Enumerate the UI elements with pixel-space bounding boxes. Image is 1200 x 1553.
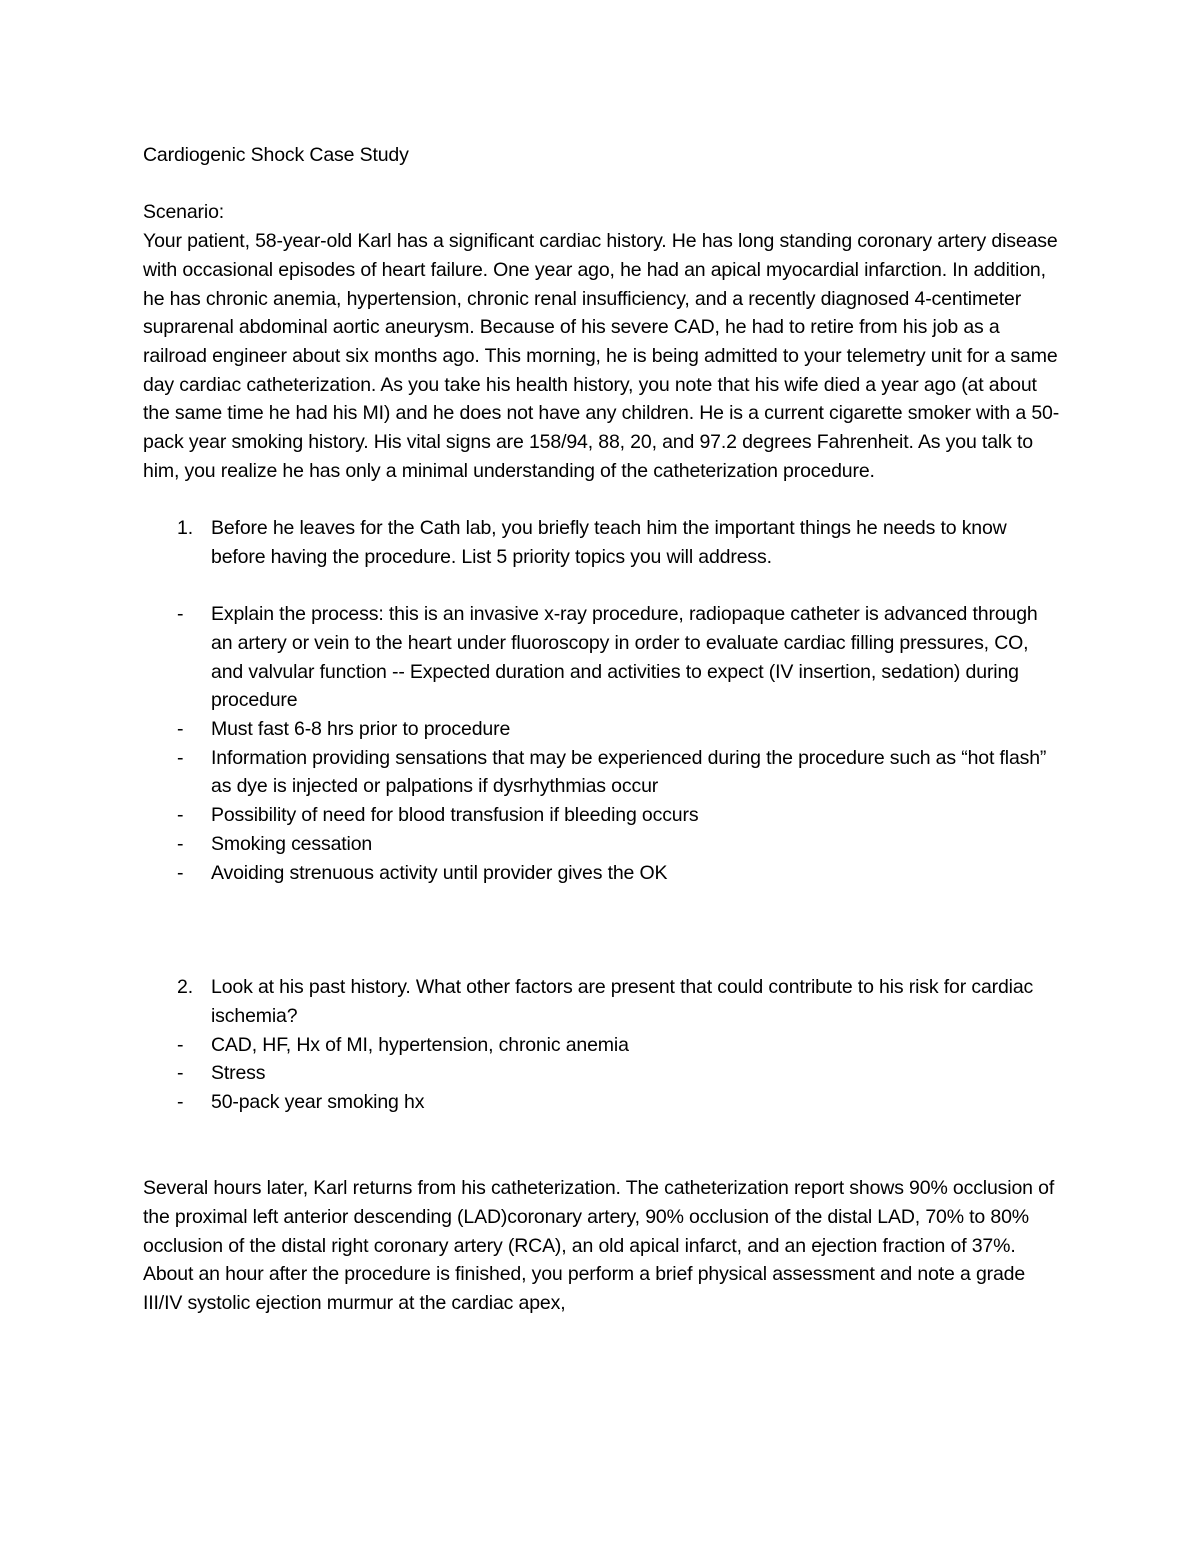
question-number: 1.: [177, 517, 193, 540]
dash-bullet: -: [177, 832, 184, 855]
question-text: Before he leaves for the Cath lab, you briefly teach him the important things he needs to know before having the procedure. List 5 priority topics you will address.: [211, 517, 1007, 568]
answer-text: CAD, HF, Hx of MI, hypertension, chronic anemia: [211, 1033, 629, 1056]
answer-item: [143, 715, 1063, 744]
dash-bullet: -: [177, 1062, 184, 1085]
answer-text: 50-pack year smoking hx: [211, 1091, 425, 1114]
answer-item: [143, 744, 1063, 801]
dash-bullet: -: [177, 746, 184, 769]
answer-text: Smoking cessation: [211, 832, 373, 855]
scenario-paragraph: Your patient, 58-year-old Karl has a significant cardiac history. He has long standing coronary artery disease with occasional episodes of heart failure. One year ago, he had an apical myocardial infarction. In addition, he has chronic anemia, hypertension, chronic renal insufficiency, and a recently diagnosed 4-centimeter suprarenal abdominal aortic aneurysm. Because of his severe CAD, he had to retire from his job as a railroad engineer about six months ago. This morning, he is being admitted to your telemetry unit for a same day cardiac catheterization. As you take his health history, you note that his wife died a year ago (at about the same time he had his MI) and he does not have any children. He is a current cigarette smoker with a 50-pack year smoking history. His vital signs are 158/94, 88, 20, and 97.2 degrees Fahrenheit. As you talk to him, you realize he has only a minimal understanding of the catheterization procedure.: [143, 230, 1060, 482]
answer-item: [143, 600, 1063, 715]
answer-text: Must fast 6-8 hrs prior to procedure: [211, 718, 511, 741]
answer-item: [143, 801, 1063, 830]
answer-text: Explain the process: this is an invasive x-ray procedure, radiopaque catheter is advanced through an artery or vein to the heart under fluoroscopy in order to evaluate cardiac filling pressures, CO, and valvular function -- Expected duration and activities to expect (IV insertion, sedation) during procedure: [211, 603, 1038, 712]
dash-bullet: -: [177, 1033, 184, 1056]
document-body: [143, 141, 1063, 1318]
answer-text: Possibility of need for blood transfusion if bleeding occurs: [211, 804, 699, 827]
scenario-label: Scenario:: [143, 201, 225, 224]
question-number: 2.: [177, 976, 193, 999]
question-text: Look at his past history. What other factors are present that could contribute to his risk for cardiac ischemia?: [211, 976, 1034, 1028]
dash-bullet: -: [177, 861, 184, 884]
answer-item: [143, 1031, 1063, 1060]
spacer: [143, 887, 1063, 973]
question-2: [143, 973, 1063, 1030]
answer-item: [143, 830, 1063, 859]
spacer: [143, 1117, 1063, 1174]
answer-text: Avoiding strenuous activity until provider gives the OK: [211, 861, 668, 884]
dash-bullet: -: [177, 804, 184, 827]
answer-text: Stress: [211, 1062, 266, 1085]
spacer: [143, 170, 1063, 199]
answer-item: [143, 1059, 1063, 1088]
dash-bullet: -: [177, 718, 184, 741]
followup-paragraph: Several hours later, Karl returns from his catheterization. The catheterization report shows 90% occlusion of the proximal left anterior descending (LAD)coronary artery, 90% occlusion of the distal LAD, 70% to 80% occlusion of the distal right coronary artery (RCA), an old apical infarct, and an ejection fraction of 37%. About an hour after the procedure is finished, you perform a brief physical assessment and note a grade III/IV systolic ejection murmur at the cardiac apex,: [143, 1177, 1055, 1315]
answer-text: Information providing sensations that may be experienced during the procedure such as “hot flash” as dye is injected or palpations if dysrhythmias occur: [211, 746, 1047, 798]
spacer: [143, 485, 1063, 514]
question-1: [143, 514, 1063, 571]
spacer: [143, 572, 1063, 601]
dash-bullet: -: [177, 1091, 184, 1114]
dash-bullet: -: [177, 603, 184, 626]
document-title: Cardiogenic Shock Case Study: [143, 144, 409, 166]
answer-item: [143, 1088, 1063, 1117]
answer-item: [143, 859, 1063, 888]
